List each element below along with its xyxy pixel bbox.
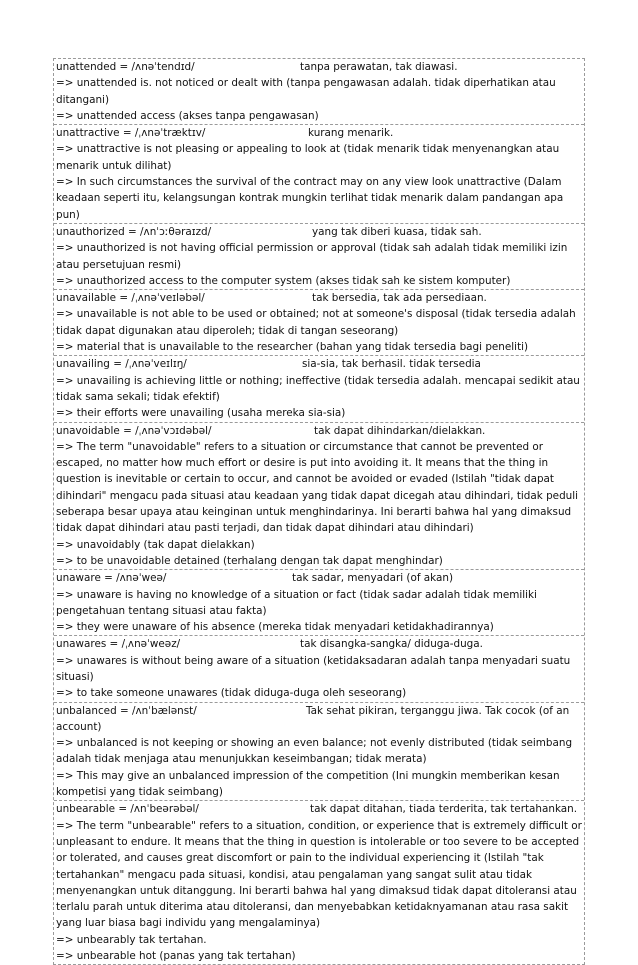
definition-line: => The term "unbearable" refers to a situation, condition, or experience that is extremely difficult or unpleasant to endure. It means that the thing in question is intolerable or too severe to be accepted or tolerated, and causes great discomfort or pain to the individual experiencing it (Istilah "tak tertahankan" mengacu pada situasi, kondisi, atau pengalaman yang sangat sulit atau tidak menyenangkan untuk ditanggung. Ini berarti bahwa hal yang dimaksud tidak dapat ditoleransi atau terlalu parah untuk diterima atau ditoleransi, dan menyebabkan ketidaknyamanan atau rasa sakit yang luar biasa bagi individu yang mengalaminya) — [56, 819, 582, 930]
entry-head — [56, 356, 582, 372]
example-line: => their efforts were unavailing (usaha mereka sia-sia) — [56, 407, 346, 420]
example-line: => unattended access (akses tanpa pengawasan) — [56, 109, 319, 122]
headword: unattractive = /ˌʌnəˈtræktɪv/ — [56, 127, 206, 140]
translation: tanpa perawatan, tak diawasi. — [300, 61, 458, 73]
entry-head — [56, 290, 582, 306]
definition-line: => unattended is. not noticed or dealt with (tanpa pengawasan adalah. tidak diperhatikan atau ditangani) — [56, 77, 556, 106]
entry-head — [56, 125, 582, 141]
example-line: => to take someone unawares (tidak diduga-duga oleh seseorang) — [56, 687, 407, 700]
definition-line: => unattractive is not pleasing or appealing to look at (tidak menarik tidak menyenangkan atau menarik untuk dilihat) — [56, 143, 560, 172]
entry-head — [56, 423, 582, 439]
entry-unaware — [54, 569, 584, 635]
entry-unattended — [54, 59, 584, 124]
translation: tak sadar, menyadari (of akan) — [292, 572, 454, 585]
entry-head — [56, 703, 582, 719]
entry-head — [56, 636, 582, 652]
headword: unavailable = /ˌʌnəˈveɪləbəl/ — [56, 292, 205, 305]
entry-unauthorized — [54, 223, 584, 289]
entry-unavoidable — [54, 422, 584, 570]
dictionary-table — [53, 58, 585, 965]
translation: yang tak diberi kuasa, tidak sah. — [312, 225, 482, 238]
entry-head — [56, 59, 582, 75]
translation: tak dapat dihindarkan/dielakkan. — [314, 424, 486, 437]
example-line: => This may give an unbalanced impression of the competition (Ini mungkin memberikan kesan kompetisi yang tidak seimbang) — [56, 769, 560, 799]
translation: tak disangka-sangka/ diduga-duga. — [300, 638, 483, 651]
entry-unbearable — [54, 800, 584, 964]
translation: sia-sia, tak berhasil. tidak tersedia — [302, 358, 481, 371]
example-line: => they were unaware of his absence (mereka tidak menyadari ketidakhadirannya) — [56, 621, 494, 634]
translation: tak dapat ditahan, tiada terderita, tak tertahankan. — [310, 803, 578, 816]
entry-unavailable — [54, 289, 584, 355]
definition-line: => unbalanced is not keeping or showing an even balance; not evenly distributed (tidak seimbang adalah tidak menjaga atau menunjukkan keseimbangan; tidak merata) — [56, 737, 573, 766]
example-line: => unbearably tak tertahan. — [56, 933, 207, 946]
entry-unbalanced — [54, 702, 584, 801]
headword: unavoidable = /ˌʌnəˈvɔɪdəbəl/ — [56, 424, 212, 437]
definition-line: => unaware is having no knowledge of a situation or fact (tidak sadar adalah tidak memiliki pengetahuan tentang situasi atau fakta) — [56, 588, 537, 617]
headword: unbearable = /ʌnˈbeərəbəl/ — [56, 803, 199, 816]
headword: unattended = /ʌnəˈtendɪd/ — [56, 61, 195, 73]
entry-unawares — [54, 635, 584, 701]
headword: unavailing = /ˌʌnəˈveɪlɪŋ/ — [56, 358, 187, 371]
entry-unattractive — [54, 124, 584, 223]
definition-line: => unauthorized is not having official permission or approval (tidak sah adalah tidak memiliki izin atau persetujuan resmi) — [56, 242, 568, 271]
example-line: => unavoidably (tak dapat dielakkan) — [56, 538, 255, 551]
translation: tak bersedia, tak ada persediaan. — [312, 292, 487, 305]
definition-line: => The term "unavoidable" refers to a situation or circumstance that cannot be prevented or escaped, no matter how much effort or desire is put into avoiding it. It means that the thing in question is inevitable or certain to occur, and cannot be avoided or evaded (Istilah "tidak dapat dihindari" mengacu pada situasi atau keadaan yang tidak dapat dicegah atau dihindari, tidak peduli seberapa besar upaya atau keinginan untuk menghindarinya. Ini berarti bahwa hal yang dimaksud tidak dapat dihindari atau pasti terjadi, dan tidak dapat dihindari atau dihindari) — [56, 440, 579, 535]
entry-head — [56, 224, 582, 240]
headword: unaware = /ʌnəˈweə/ — [56, 572, 167, 585]
definition-line: => unavailable is not able to be used or obtained; not at someone's disposal (tidak tersedia adalah tidak dapat digunakan atau diperoleh; tidak di tangan seseorang) — [56, 308, 576, 337]
headword: unauthorized = /ʌnˈɔːθəraɪzd/ — [56, 225, 212, 238]
entry-head — [56, 570, 582, 586]
entry-unavailing — [54, 355, 584, 421]
example-line: => unauthorized access to the computer system (akses tidak sah ke sistem komputer) — [56, 274, 511, 287]
translation: Tak sehat pikiran, terganggu jiwa. Tak cocok (of an — [306, 704, 570, 717]
example-line: => In such circumstances the survival of the contract may on any view look unattractive (Dalam keadaan seperti itu, kelangsungan kontrak mungkin terlihat tidak menarik dalam pandangan apa pun) — [56, 176, 564, 221]
example-line: => to be unavoidable detained (terhalang dengan tak dapat menghindar) — [56, 554, 443, 567]
definition-line: => unavailing is achieving little or nothing; ineffective (tidak tersedia adalah. mencapai sedikit atau tidak sama sekali; tidak efektif) — [56, 374, 580, 403]
entry-head — [56, 801, 582, 817]
definition-line: => unawares is without being aware of a situation (ketidaksadaran adalah tanpa menyadari suatu situasi) — [56, 654, 571, 683]
translation: kurang menarik. — [308, 127, 394, 140]
headword: unbalanced = /ʌnˈbælənst/ — [56, 704, 197, 717]
example-line: => material that is unavailable to the researcher (bahan yang tidak tersedia bagi peneliti) — [56, 341, 529, 354]
headword: unawares = /ˌʌnəˈweəz/ — [56, 638, 181, 651]
translation-continued: account) — [56, 720, 102, 733]
example-line: => unbearable hot (panas yang tak tertahan) — [56, 950, 296, 963]
